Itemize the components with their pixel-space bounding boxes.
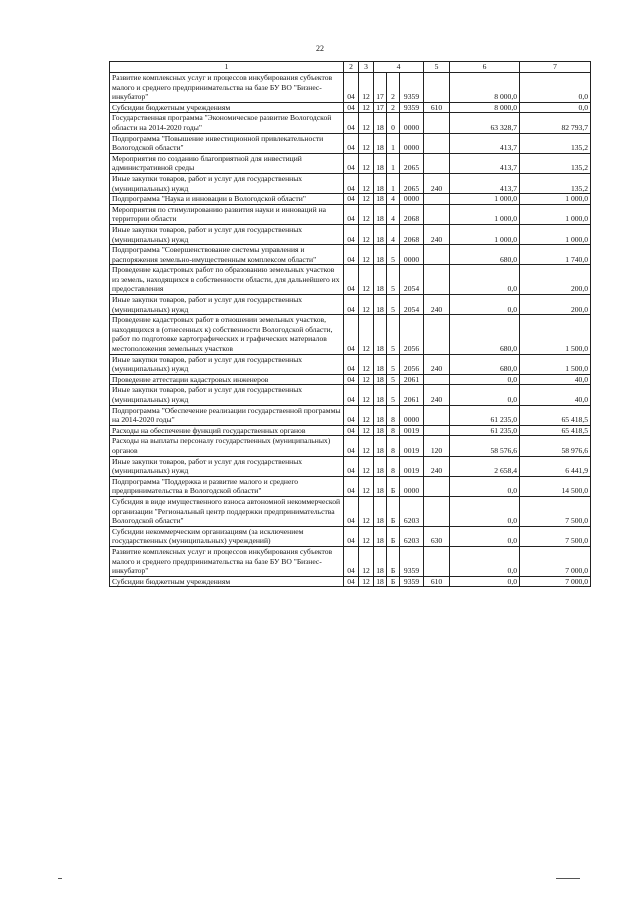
cell-amount-year1: 680,0 <box>450 245 520 265</box>
cell-program: 18 <box>374 425 387 436</box>
row-name: Субсидии бюджетным учреждениям <box>110 576 344 587</box>
cell-direction: 9359 <box>400 73 424 103</box>
cell-expense-type <box>424 194 450 205</box>
cell-amount-year2: 7 500,0 <box>520 526 591 546</box>
cell-subprogram: 8 <box>387 405 400 425</box>
cell-podrazdel: 12 <box>359 354 374 374</box>
cell-subprogram: 5 <box>387 295 400 315</box>
cell-amount-year1: 8 000,0 <box>450 73 520 103</box>
cell-amount-year2: 40,0 <box>520 385 591 405</box>
cell-expense-type <box>424 133 450 153</box>
table-row <box>110 476 591 496</box>
cell-amount-year1: 61 235,0 <box>450 425 520 436</box>
cell-direction: 0000 <box>400 113 424 133</box>
cell-subprogram: 8 <box>387 456 400 476</box>
row-name: Подпрограмма "Поддержка и развитие малого и среднего предпринимательства в Вологодской области" <box>110 476 344 496</box>
cell-expense-type: 630 <box>424 526 450 546</box>
cell-amount-year1: 0,0 <box>450 295 520 315</box>
cell-amount-year2: 7 000,0 <box>520 576 591 587</box>
table-row <box>110 496 591 526</box>
header-col-4: 4 <box>374 62 424 73</box>
cell-subprogram: 1 <box>387 173 400 193</box>
cell-expense-type: 240 <box>424 295 450 315</box>
row-name: Иные закупки товаров, работ и услуг для государственных (муниципальных) нужд <box>110 385 344 405</box>
cell-direction: 2054 <box>400 265 424 295</box>
row-name: Расходы на обеспечение функций государственных органов <box>110 425 344 436</box>
cell-razdel: 04 <box>344 374 359 385</box>
cell-amount-year2: 14 500,0 <box>520 476 591 496</box>
row-name: Проведение кадастровых работ в отношении земельных участков, находящихся в (отнесенных к) собственности Вологодской области, работ по подготовке картографических и графических материалов местоположения земельных участков <box>110 315 344 354</box>
cell-amount-year1: 413,7 <box>450 133 520 153</box>
cell-razdel: 04 <box>344 173 359 193</box>
cell-razdel: 04 <box>344 245 359 265</box>
cell-podrazdel: 12 <box>359 73 374 103</box>
cell-subprogram: 8 <box>387 425 400 436</box>
cell-expense-type: 610 <box>424 102 450 113</box>
cell-expense-type <box>424 476 450 496</box>
cell-podrazdel: 12 <box>359 576 374 587</box>
cell-program: 18 <box>374 436 387 456</box>
table-row <box>110 295 591 315</box>
cell-program: 18 <box>374 526 387 546</box>
table-row <box>110 133 591 153</box>
row-name: Мероприятия по созданию благоприятной для инвестиций административной среды <box>110 153 344 173</box>
row-name: Мероприятия по стимулированию развития науки и инноваций на территории области <box>110 204 344 224</box>
cell-direction: 2068 <box>400 204 424 224</box>
cell-expense-type <box>424 245 450 265</box>
cell-expense-type <box>424 546 450 576</box>
cell-program: 18 <box>374 546 387 576</box>
row-name: Развитие комплексных услуг и процессов инкубирования субъектов малого и среднего предпринимательства на базе БУ ВО "Бизнес-инкубатор" <box>110 546 344 576</box>
cell-direction: 2056 <box>400 354 424 374</box>
cell-podrazdel: 12 <box>359 113 374 133</box>
cell-amount-year2: 65 418,5 <box>520 405 591 425</box>
cell-program: 17 <box>374 102 387 113</box>
cell-subprogram: 8 <box>387 436 400 456</box>
cell-program: 18 <box>374 173 387 193</box>
cell-razdel: 04 <box>344 113 359 133</box>
table-row <box>110 265 591 295</box>
header-col-5: 5 <box>424 62 450 73</box>
cell-subprogram: 5 <box>387 245 400 265</box>
header-col-2: 2 <box>344 62 359 73</box>
table-row <box>110 113 591 133</box>
cell-expense-type: 610 <box>424 576 450 587</box>
cell-podrazdel: 12 <box>359 405 374 425</box>
cell-razdel: 04 <box>344 546 359 576</box>
cell-direction: 2056 <box>400 315 424 354</box>
cell-direction: 2061 <box>400 374 424 385</box>
cell-razdel: 04 <box>344 204 359 224</box>
cell-amount-year1: 1 000,0 <box>450 204 520 224</box>
row-name: Проведение аттестации кадастровых инженеров <box>110 374 344 385</box>
cell-expense-type: 240 <box>424 456 450 476</box>
table-row <box>110 73 591 103</box>
cell-program: 18 <box>374 576 387 587</box>
header-col-1: 1 <box>110 62 344 73</box>
cell-subprogram: 1 <box>387 153 400 173</box>
cell-amount-year2: 7 000,0 <box>520 546 591 576</box>
cell-amount-year1: 0,0 <box>450 476 520 496</box>
cell-program: 18 <box>374 476 387 496</box>
header-row <box>110 62 591 73</box>
row-name: Иные закупки товаров, работ и услуг для государственных (муниципальных) нужд <box>110 295 344 315</box>
cell-direction: 9359 <box>400 102 424 113</box>
cell-amount-year1: 413,7 <box>450 153 520 173</box>
budget-table <box>109 61 591 587</box>
cell-program: 18 <box>374 374 387 385</box>
cell-razdel: 04 <box>344 102 359 113</box>
table-row <box>110 526 591 546</box>
cell-direction: 2065 <box>400 173 424 193</box>
cell-razdel: 04 <box>344 133 359 153</box>
cell-podrazdel: 12 <box>359 546 374 576</box>
cell-amount-year2: 1 000,0 <box>520 204 591 224</box>
cell-subprogram: 1 <box>387 133 400 153</box>
cell-amount-year2: 58 976,6 <box>520 436 591 456</box>
cell-amount-year2: 0,0 <box>520 102 591 113</box>
cell-amount-year1: 680,0 <box>450 315 520 354</box>
cell-podrazdel: 12 <box>359 436 374 456</box>
cell-amount-year1: 0,0 <box>450 265 520 295</box>
table-row <box>110 374 591 385</box>
row-name: Подпрограмма "Обеспечение реализации государственной программы на 2014-2020 годы" <box>110 405 344 425</box>
row-name: Субсидии некоммерческим организациям (за исключением государственных (муниципальных) учреждений) <box>110 526 344 546</box>
row-name: Развитие комплексных услуг и процессов инкубирования субъектов малого и среднего предпринимательства на базе БУ ВО "Бизнес-инкубатор" <box>110 73 344 103</box>
row-name: Иные закупки товаров, работ и услуг для государственных (муниципальных) нужд <box>110 354 344 374</box>
cell-amount-year2: 0,0 <box>520 73 591 103</box>
cell-amount-year1: 1 000,0 <box>450 224 520 244</box>
cell-expense-type <box>424 425 450 436</box>
cell-amount-year2: 1 000,0 <box>520 224 591 244</box>
cell-program: 18 <box>374 224 387 244</box>
scan-mark-bottom-right <box>556 878 580 879</box>
cell-expense-type: 240 <box>424 385 450 405</box>
cell-amount-year2: 1 000,0 <box>520 194 591 205</box>
cell-amount-year2: 65 418,5 <box>520 425 591 436</box>
cell-amount-year1: 0,0 <box>450 526 520 546</box>
cell-podrazdel: 12 <box>359 456 374 476</box>
cell-direction: 6203 <box>400 496 424 526</box>
cell-amount-year1: 0,0 <box>450 374 520 385</box>
cell-program: 18 <box>374 194 387 205</box>
cell-razdel: 04 <box>344 576 359 587</box>
cell-subprogram: Б <box>387 526 400 546</box>
cell-razdel: 04 <box>344 153 359 173</box>
cell-direction: 2065 <box>400 153 424 173</box>
row-name: Субсидия в виде имущественного взноса автономной некоммерческой организации "Региональный центр поддержки предпринимательства Вологодской области" <box>110 496 344 526</box>
table-row <box>110 576 591 587</box>
cell-direction: 0000 <box>400 245 424 265</box>
table-row <box>110 102 591 113</box>
cell-direction: 6203 <box>400 526 424 546</box>
cell-subprogram: 5 <box>387 265 400 295</box>
cell-razdel: 04 <box>344 224 359 244</box>
cell-podrazdel: 12 <box>359 476 374 496</box>
cell-razdel: 04 <box>344 295 359 315</box>
cell-amount-year1: 680,0 <box>450 354 520 374</box>
cell-podrazdel: 12 <box>359 315 374 354</box>
cell-amount-year1: 63 328,7 <box>450 113 520 133</box>
row-name: Подпрограмма "Совершенствование системы управления и распоряжения земельно-имущественным комплексом области" <box>110 245 344 265</box>
cell-subprogram: 2 <box>387 102 400 113</box>
cell-subprogram: 5 <box>387 354 400 374</box>
cell-razdel: 04 <box>344 405 359 425</box>
cell-podrazdel: 12 <box>359 194 374 205</box>
cell-amount-year1: 0,0 <box>450 496 520 526</box>
cell-amount-year2: 200,0 <box>520 295 591 315</box>
row-name: Государственная программа "Экономическое развитие Вологодской области на 2014-2020 годы" <box>110 113 344 133</box>
cell-program: 18 <box>374 133 387 153</box>
cell-expense-type <box>424 113 450 133</box>
cell-amount-year2: 82 793,7 <box>520 113 591 133</box>
cell-podrazdel: 12 <box>359 133 374 153</box>
cell-podrazdel: 12 <box>359 526 374 546</box>
header-col-6: 6 <box>450 62 520 73</box>
cell-podrazdel: 12 <box>359 173 374 193</box>
cell-expense-type <box>424 374 450 385</box>
cell-expense-type <box>424 265 450 295</box>
cell-amount-year1: 2 658,4 <box>450 456 520 476</box>
cell-subprogram: 4 <box>387 224 400 244</box>
cell-subprogram: Б <box>387 476 400 496</box>
cell-subprogram: 5 <box>387 374 400 385</box>
table-row <box>110 153 591 173</box>
header-col-7: 7 <box>520 62 591 73</box>
cell-expense-type <box>424 153 450 173</box>
cell-program: 18 <box>374 113 387 133</box>
cell-subprogram: Б <box>387 496 400 526</box>
row-name: Иные закупки товаров, работ и услуг для государственных (муниципальных) нужд <box>110 456 344 476</box>
cell-program: 18 <box>374 265 387 295</box>
cell-direction: 2068 <box>400 224 424 244</box>
cell-subprogram: 4 <box>387 204 400 224</box>
cell-amount-year1: 1 000,0 <box>450 194 520 205</box>
cell-amount-year2: 135,2 <box>520 133 591 153</box>
cell-razdel: 04 <box>344 73 359 103</box>
row-name: Иные закупки товаров, работ и услуг для государственных (муниципальных) нужд <box>110 173 344 193</box>
table-row <box>110 405 591 425</box>
cell-amount-year2: 135,2 <box>520 173 591 193</box>
cell-direction: 0000 <box>400 194 424 205</box>
cell-razdel: 04 <box>344 436 359 456</box>
table-row <box>110 224 591 244</box>
cell-program: 18 <box>374 385 387 405</box>
cell-direction: 0000 <box>400 133 424 153</box>
cell-direction: 9359 <box>400 576 424 587</box>
cell-expense-type: 240 <box>424 224 450 244</box>
table-row <box>110 315 591 354</box>
cell-direction: 9359 <box>400 546 424 576</box>
cell-program: 18 <box>374 315 387 354</box>
cell-direction: 0019 <box>400 425 424 436</box>
cell-razdel: 04 <box>344 194 359 205</box>
cell-amount-year2: 7 500,0 <box>520 496 591 526</box>
table-row <box>110 204 591 224</box>
cell-amount-year1: 413,7 <box>450 173 520 193</box>
cell-program: 18 <box>374 245 387 265</box>
cell-program: 18 <box>374 295 387 315</box>
cell-podrazdel: 12 <box>359 425 374 436</box>
cell-amount-year2: 1 740,0 <box>520 245 591 265</box>
header-col-3: 3 <box>359 62 374 73</box>
cell-expense-type: 120 <box>424 436 450 456</box>
cell-expense-type <box>424 204 450 224</box>
table-row <box>110 456 591 476</box>
row-name: Подпрограмма "Повышение инвестиционной привлекательности Вологодской области" <box>110 133 344 153</box>
cell-amount-year1: 58 576,6 <box>450 436 520 456</box>
cell-podrazdel: 12 <box>359 496 374 526</box>
cell-amount-year2: 200,0 <box>520 265 591 295</box>
cell-amount-year2: 1 500,0 <box>520 354 591 374</box>
cell-subprogram: Б <box>387 576 400 587</box>
table-row <box>110 354 591 374</box>
cell-direction: 0000 <box>400 476 424 496</box>
cell-podrazdel: 12 <box>359 265 374 295</box>
cell-subprogram: Б <box>387 546 400 576</box>
table-row <box>110 173 591 193</box>
cell-podrazdel: 12 <box>359 374 374 385</box>
cell-subprogram: 2 <box>387 73 400 103</box>
cell-program: 18 <box>374 354 387 374</box>
table-row <box>110 436 591 456</box>
row-name: Расходы на выплаты персоналу государственных (муниципальных) органов <box>110 436 344 456</box>
cell-amount-year2: 135,2 <box>520 153 591 173</box>
cell-program: 18 <box>374 405 387 425</box>
cell-expense-type <box>424 496 450 526</box>
cell-podrazdel: 12 <box>359 153 374 173</box>
cell-direction: 0019 <box>400 456 424 476</box>
cell-program: 17 <box>374 73 387 103</box>
cell-podrazdel: 12 <box>359 385 374 405</box>
cell-amount-year1: 8 000,0 <box>450 102 520 113</box>
cell-subprogram: 0 <box>387 113 400 133</box>
cell-expense-type <box>424 315 450 354</box>
table-row <box>110 385 591 405</box>
cell-direction: 2054 <box>400 295 424 315</box>
cell-subprogram: 5 <box>387 315 400 354</box>
cell-razdel: 04 <box>344 476 359 496</box>
row-name: Проведение кадастровых работ по образованию земельных участков из земель, находящихся в собственности области, для дальнейшего их предоставления <box>110 265 344 295</box>
cell-program: 18 <box>374 204 387 224</box>
cell-amount-year2: 6 441,9 <box>520 456 591 476</box>
cell-podrazdel: 12 <box>359 102 374 113</box>
budget-table-body <box>110 73 591 587</box>
cell-amount-year1: 61 235,0 <box>450 405 520 425</box>
cell-razdel: 04 <box>344 456 359 476</box>
cell-direction: 0000 <box>400 405 424 425</box>
row-name: Субсидии бюджетным учреждениям <box>110 102 344 113</box>
cell-expense-type <box>424 73 450 103</box>
cell-razdel: 04 <box>344 526 359 546</box>
cell-program: 18 <box>374 496 387 526</box>
cell-podrazdel: 12 <box>359 295 374 315</box>
table-row <box>110 425 591 436</box>
cell-program: 18 <box>374 153 387 173</box>
cell-direction: 2061 <box>400 385 424 405</box>
cell-amount-year2: 1 500,0 <box>520 315 591 354</box>
cell-razdel: 04 <box>344 425 359 436</box>
cell-razdel: 04 <box>344 385 359 405</box>
table-row <box>110 245 591 265</box>
table-row <box>110 546 591 576</box>
cell-expense-type: 240 <box>424 173 450 193</box>
cell-podrazdel: 12 <box>359 245 374 265</box>
cell-direction: 0019 <box>400 436 424 456</box>
cell-program: 18 <box>374 456 387 476</box>
cell-subprogram: 4 <box>387 194 400 205</box>
cell-razdel: 04 <box>344 496 359 526</box>
cell-amount-year1: 0,0 <box>450 546 520 576</box>
cell-podrazdel: 12 <box>359 204 374 224</box>
row-name: Подпрограмма "Наука и инновации в Вологодской области" <box>110 194 344 205</box>
cell-amount-year2: 40,0 <box>520 374 591 385</box>
cell-subprogram: 5 <box>387 385 400 405</box>
row-name: Иные закупки товаров, работ и услуг для государственных (муниципальных) нужд <box>110 224 344 244</box>
page-number: 22 <box>316 44 324 53</box>
cell-razdel: 04 <box>344 265 359 295</box>
cell-podrazdel: 12 <box>359 224 374 244</box>
cell-expense-type <box>424 405 450 425</box>
cell-razdel: 04 <box>344 354 359 374</box>
cell-amount-year1: 0,0 <box>450 576 520 587</box>
cell-razdel: 04 <box>344 315 359 354</box>
cell-expense-type: 240 <box>424 354 450 374</box>
table-row <box>110 194 591 205</box>
cell-amount-year1: 0,0 <box>450 385 520 405</box>
scan-mark-bottom-left <box>58 878 62 879</box>
